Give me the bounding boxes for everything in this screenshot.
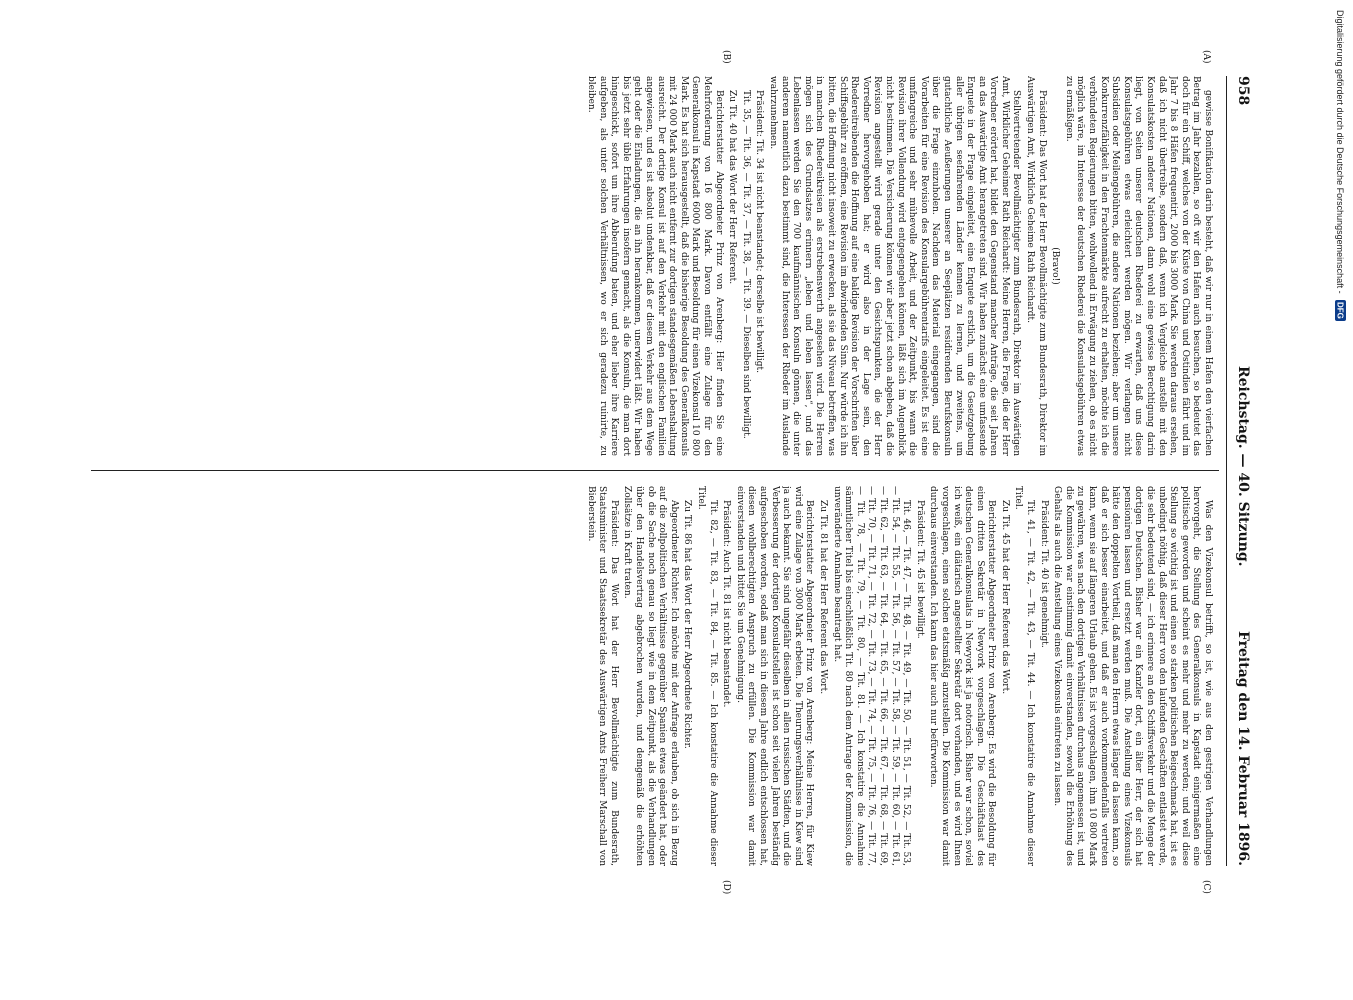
header-rule (1226, 76, 1227, 866)
paragraph: Zu Tit. 86 hat das Wort der Herr Abgeordnete Richter. (682, 500, 693, 749)
margin-marker-b: (B) (721, 50, 731, 64)
paragraph: Tit. 35, — Tit. 36, — Tit. 37, — Tit. 38, — Tit. 39. — Dieselben sind bewilligt. (740, 90, 751, 439)
paragraph: Präsident: Tit. 34 ist nicht beanstandet; derselbe ist bewilligt. (754, 90, 765, 374)
document-page (51, 36, 1291, 906)
column-divider (91, 470, 1219, 471)
session-title: Reichstag. — 40. Sitzung. (1235, 366, 1251, 567)
paragraph: Präsident: Das Wort hat der Herr Bevollmächtigte zum Bundesrath, Staatsminister und Staatssekretär des Auswärtigen Amts Freiherr Marschall von Bieberstein. (585, 486, 619, 866)
paragraph: Berichterstatter Abgeordneter Prinz von Arenberg: Hier finden Sie eine Mehrforderung von 16 800 Mark. Davon entfällt eine Zulage für den Generalkonsul in Kapstadt 6000 Mark und Besoldung für einen Vizekonsul 10 800 Mark. Es hat sich herausgestellt, daß die bisherige Besoldung des Generalkonsuls mit 24 000 Mark auch nicht entfernt zur dortigen standesgemäßen Lebenshaltung ausreicht. Der dortige Konsul ist auf den Verkehr mit den englischen Familien angewiesen, und es ist absolut undenkbar, daß er diesem Verkehr aus dem Wege geht oder die Einladungen, die an ihn herankommen, unerwidert läßt. Wir haben bis jetzt sehr üble Erfahrungen insofern gemacht, als die Konsuln, die man dort hingeschickt, sofort um ihre Abberufung baten, und eher lieber ihre Karriere aufgeben, als unter solchen Verhältnissen, wo er sich geradezu ruinirte, zu bleiben. (586, 76, 724, 456)
session-date: Freitag den 14. Februar 1896. (1235, 630, 1251, 866)
paragraph: (Bravo!) (1050, 247, 1061, 285)
credit-text: Digitalisierung gefördert durch die Deutsche Forschungsgemeinschaft - (1335, 10, 1345, 294)
paragraph: Präsident: Tit. 45 ist bewilligt. (914, 500, 925, 639)
paragraph: Präsident: Auch Tit. 81 ist nicht beanstandet. (721, 500, 732, 708)
paragraph: gewisse Bonifikation darin besteht, daß wir nur in einem Hafen den vierfachen Betrag im Jahr bezahlen, so oft wir den Hafen auch besuchen, so bedeutet das doch für ein Schiff, welches von der Küste von China und Ostindien fährt und im Jahr 7 bis 8 Häfen frequentirt, 2000 bis 3000 Mark. Sie werden daraus ersehen, daß ich nicht übertreibe, sondern daß, wenn ich Vergleiche anstelle mit den Konsulatskosten anderer Nationen, dann wohl eine gewisse Berechtigung darin liegt, von Seiten unserer deutschen Rhederei zu erwarten, daß uns diese Konsulatsgebühren etwas erleichtert werden mögen. Wir verlangen nicht Subsidien oder Meilengebühren, die andere Nationen beziehen; aber um unsere Konkurrenzfähigkeit in den Frachtenmärkte aufrecht zu erhalten, möchte ich die verbündeten Regierungen bitten, wohlwollend in Erwägung zu ziehen, ob es nicht möglich wäre, im Interesse der deutschen Rhederei die Konsulatsgebühren etwas zu ermäßigen. (1063, 76, 1213, 456)
paragraph: Was den Vizekonsul betrifft, so ist, wie aus den gestrigen Verhandlungen hervorgeht, die Stellung des Generalkonsuls in Kapstadt einigermaßen eine politische geworden und scheint es mehr und mehr zu werden; und weil diese Stellung so wichtig ist und einen so starken politischen Beigeschmack hat, ist es unbedingt nöthig, daß dieser Herr von den laufenden Geschäften entlastet werde, die sehr bedeutend sind, — ich erinnere an den Schiffsverkehr und die Menge der dortigen Deutschen. Bisher war ein Kanzler dort, ein älter Herr, der sich hat pensioniren lassen und ersetzt werden muß. Die Anstellung eines Vizekonsuls hätte den doppelten Vortheil, daß man den Herrn etwas länger da lassen kann, so daß er sich besser einarbeitet, und daß er auch vorkommendenfalls vertreten kann, wenn sie auf längeren Urlaub gehen. Es ist vorgeschlagen, ihm 10 800 Mark zu gewähren, was nach den dortigen Verhältnissen durchaus angemessen ist, und die Kommission war einstimmig damit einverstanden, sowohl die Erhöhung des Gehalts als auch die Anstellung eines Vizekonsuls eintreten zu lassen. (1052, 486, 1213, 866)
paragraph: Tit. 46, — Tit. 47, — Tit. 48, — Tit. 49, — Tit. 50, — Tit. 51, — Tit. 52, — Tit. 53, — Tit. 54, — Tit. 55, — Tit. 56, — Tit. 57, — Tit. 58, — Tit. 59, — Tit. 60, — Tit. 61, — Tit. 62, — Tit. 63, — Tit. 64, — Tit. 65, — Tit. 66, — Tit. 67, — Tit. 68, — Tit. 69, — Tit. 70, — Tit. 71, — Tit. 72, — Tit. 73, — Tit. 74, — Tit. 75, — Tit. 76, — Tit. 77, — Tit. 78, — Tit. 79, — Tit. 80, — Tit. 81. — Ich konstatire die Annahme sämmtlicher Titel bis einschließlich Tit. 80 nach dem Antrage der Kommission, die unveränderte Annahme beantragt hat. (831, 486, 912, 866)
dfg-logo: DFG (1335, 301, 1345, 319)
paragraph: Berichterstatter Abgeordneter Prinz von Arenberg: Meine Herren, für Kiew wird eine Zulage von 3000 Mark erbeten. Die Theurungsverhältnisse in Kiew sind ja auch bekannt. Sie sind ungefähr dieselben in allen russischen Städten, und die Verbesserung der dortigen Konsulatstellen ist schon seit vielen Jahren beständig aufgeschoben worden, sodaß man sich in diesem Jahre endlich entschlossen hat, diesen wohlberechtigten Anspruch zu erfüllen. Die Kommission war damit einverstanden und bittet Sie um Genehmigung. (734, 486, 815, 866)
paragraph: Tit. 41, — Tit. 42, — Tit. 43, — Tit. 44. — Ich konstatire die Annahme dieser Titel. (1013, 486, 1036, 866)
paragraph: Abgeordneter Richter: Ich möchte mit der Anfrage erlauben, ob sich in Bezug auf die zollpolitischen Verhältnisse gegenüber Spanien etwas geändert hat, oder ob die Sache noch genau so liegt wie in dem Zeitpunkt, als die Verhandlungen über den Handelsvertrag abgebrochen wurden, und demgemäß die erhöhten Zollsätze in Kraft traten. (622, 486, 679, 866)
paragraph: Präsident: Das Wort hat der Herr Bevollmächtigte zum Bundesrath, Direktor im Auswärtigen Amt, Wirkliche Geheime Rath Reichardt. (1025, 76, 1047, 456)
margin-marker-d: (D) (721, 880, 731, 895)
right-column (91, 486, 1213, 866)
margin-marker-a: (A) (1201, 50, 1211, 64)
page-number: 958 (1235, 76, 1251, 106)
paragraph: Tit. 82, — Tit. 83, — Tit. 84, — Tit. 85. — Ich konstatire die Annahme dieser Titel. (696, 486, 718, 866)
margin-marker-c: (C) (1201, 880, 1211, 894)
paragraph: Zu Tit. 81 hat der Herr Referent das Wort. (818, 500, 828, 695)
paragraph: Zu Tit. 45 hat der Herr Referent das Wort. (999, 500, 1010, 695)
paragraph: Berichterstatter Abgeordneter Prinz von Arenberg: Es wird die Besoldung für einen dritten Sekretär in Newyork vorgeschlagen. Die Geschäftslast des deutschen Generalkonsulats in Newyork ist ja notorisch. Bisher war schon, soviel ich weiß, ein diätarisch angestellter Sekretär dort vorhanden, und es wird Ihnen vorgeschlagen, einen solchen etatsmäßig anzustellen. Die Kommission war damit durchaus einverstanden. Ich kann das hier auch nur befürworten. (928, 486, 997, 866)
paragraph: Zu Tit. 40 hat das Wort der Herr Referent. (727, 90, 738, 285)
paragraph: Stellvertretender Bevollmächtigter zum Bundesrath, Direktor im Auswärtigen Amt, Wirklicher Geheimer Rath Reichardt: Meine Herren, die Frage, die der Herr Vorredner erörtert hat, bildet den Gegenstand mancher Anträge, die seit Jahren an das Auswärtige Amt herangetreten sind. Wir haben zunächst eine umfassende Enquete in der Frage eingeleitet, eine Enquete erstlich, um die Gesetzgebung aller übrigen seefahrenden Länder kennen zu lernen, und zweitens, um gutachtliche Aeußerungen unserer an Seeplätzen residirenden Berufskonsuln über die Frage einzuholen. Nachdem das Material eingegangen, sind die Vorarbeiten für eine Revision des Konsulargebührentarifs eingeleitet. Es ist eine umfangreiche und sehr mühevolle Arbeit, und der Zeitpunkt, bis wann die Revision ihrer Vollendung wird entgegengehen können, läßt sich im Augenblick nicht bestimmen. Die Versicherung können wir aber jetzt schon abgeben, daß die Revision angestellt wird gerade unter den Gesichtspunkten, die der Herr Vorredner hervorgehoben hat; er wird also in der Lage sein, den Rhedereitreibenden die Hoffnung auf eine baldige Revision der Vorschriften über Schiffsgebühr zu eröffnen, eine Revision im abwindenden Sinn. Nur würde ich ihn bitten, die Hoffnung nicht insoweit zu erwecken, als sie das Niveau betreffen, was in manchen Rhedereikreisen als erstrebenswerth angesehen wird. Die Herren mögen sich des Grundsatzes erinnern „leben und leben lassen“, und das Lebenlassen werden Sie den 700 kaufmännischen Konsuln gönnen, die unter anderem namentlich dazu bestimmt sind, die Interessen der Rheder im Auslande wahrzunehmen. (768, 76, 1022, 456)
digitization-credit (1333, 10, 1347, 600)
paragraph: Präsident: Tit. 40 ist genehmigt. (1038, 500, 1049, 648)
left-column (91, 76, 1213, 456)
page-header (1223, 76, 1251, 866)
